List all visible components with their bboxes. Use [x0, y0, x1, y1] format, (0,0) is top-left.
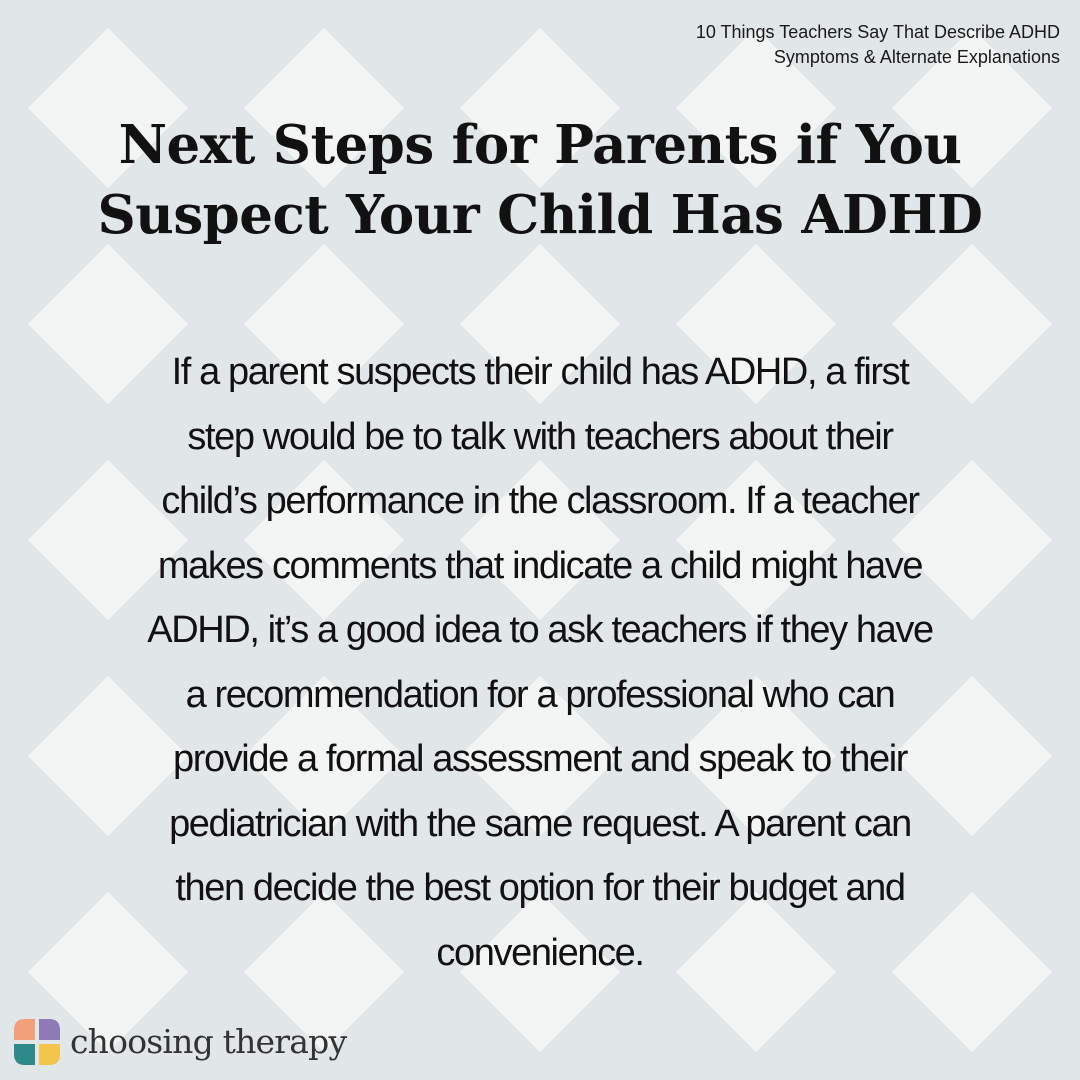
page-title-line-2: Suspect Your Child Has ADHD — [97, 184, 983, 246]
page-title — [40, 110, 1040, 250]
page-title-line-1: Next Steps for Parents if You — [118, 114, 962, 176]
body-line: then decide the best option for their budget and — [175, 867, 905, 909]
article-series-title — [500, 20, 1060, 70]
body-line: makes comments that indicate a child might have — [157, 544, 923, 587]
brand-name: choosing therapy — [70, 1022, 347, 1061]
brand-logo — [12, 1016, 346, 1068]
body-line: ADHD, it’s a good idea to ask teachers if they have — [147, 609, 933, 651]
body-line: convenience. — [436, 931, 644, 974]
body-line: a recommendation for a professional who can — [185, 673, 895, 716]
logo-petal — [14, 1019, 35, 1040]
body-line: If a parent suspects their child has ADHD, a first — [171, 351, 909, 393]
body-line: step would be to talk with teachers about their — [187, 415, 893, 458]
logo-petal — [39, 1044, 60, 1065]
body-paragraph — [40, 340, 1040, 985]
article-series-title-line-2: Symptoms & Alternate Explanations — [773, 47, 1060, 67]
logo-petal — [39, 1019, 60, 1040]
article-series-title-line-1: 10 Things Teachers Say That Describe ADHD — [695, 22, 1060, 42]
body-line: provide a formal assessment and speak to their — [172, 738, 907, 780]
choosing-therapy-logo-icon — [12, 1017, 62, 1067]
body-line: pediatrician with the same request. A parent can — [169, 802, 911, 845]
logo-petal — [14, 1044, 35, 1065]
body-line: child’s performance in the classroom. If a teacher — [161, 480, 919, 522]
